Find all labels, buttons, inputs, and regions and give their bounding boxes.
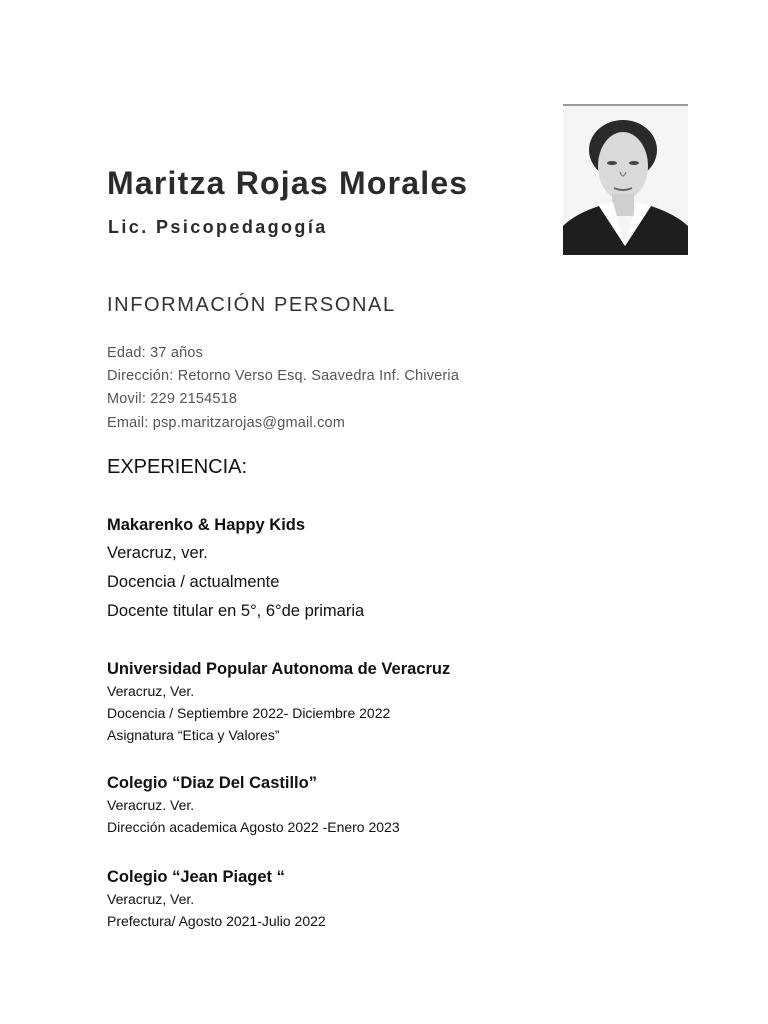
experience-item — [107, 772, 400, 838]
job-detail: Asignatura “Etica y Valores” — [107, 727, 280, 743]
experience-heading: EXPERIENCIA: — [107, 456, 248, 478]
personal-info-list — [107, 342, 459, 435]
profile-photo — [563, 104, 688, 255]
profile-photo-figure — [563, 106, 688, 255]
age-text: Edad: 37 años — [107, 345, 204, 361]
email-text: Email: psp.maritzarojas@gmail.com — [107, 414, 346, 431]
experience-item — [107, 658, 450, 746]
job-role: Dirección academica Agosto 2022 -Enero 2023 — [107, 819, 400, 835]
job-role: Prefectura/ Agosto 2021-Julio 2022 — [107, 913, 326, 929]
job-role: Docencia / Septiembre 2022- Diciembre 2022 — [107, 705, 391, 721]
job-role: Docencia / actualmente — [107, 573, 280, 591]
candidate-title: Lic. Psicopedagogía — [108, 217, 328, 237]
phone-text: Movil: 229 2154518 — [107, 391, 238, 408]
address-text: Dirección: Retorno Verso Esq. Saavedra Inf. Chiveria — [107, 368, 460, 385]
employer-name: Makarenko & Happy Kids — [107, 516, 306, 534]
employer-name: Universidad Popular Autonoma de Veracruz — [107, 660, 451, 678]
job-detail: Docente titular en 5°, 6°de primaria — [107, 602, 365, 620]
job-location: Veracruz. Ver. — [107, 797, 195, 813]
job-location: Veracruz, ver. — [107, 544, 208, 562]
candidate-name: Maritza Rojas Morales — [107, 165, 469, 201]
experience-item — [107, 514, 364, 626]
job-location: Veracruz, Ver. — [107, 891, 195, 907]
employer-name: Colegio “Diaz Del Castillo” — [107, 774, 317, 792]
job-location: Veracruz, Ver. — [107, 683, 195, 699]
personal-info-heading: INFORMACIÓN PERSONAL — [107, 294, 396, 316]
experience-item — [107, 866, 326, 932]
employer-name: Colegio “Jean Piaget “ — [107, 868, 285, 886]
